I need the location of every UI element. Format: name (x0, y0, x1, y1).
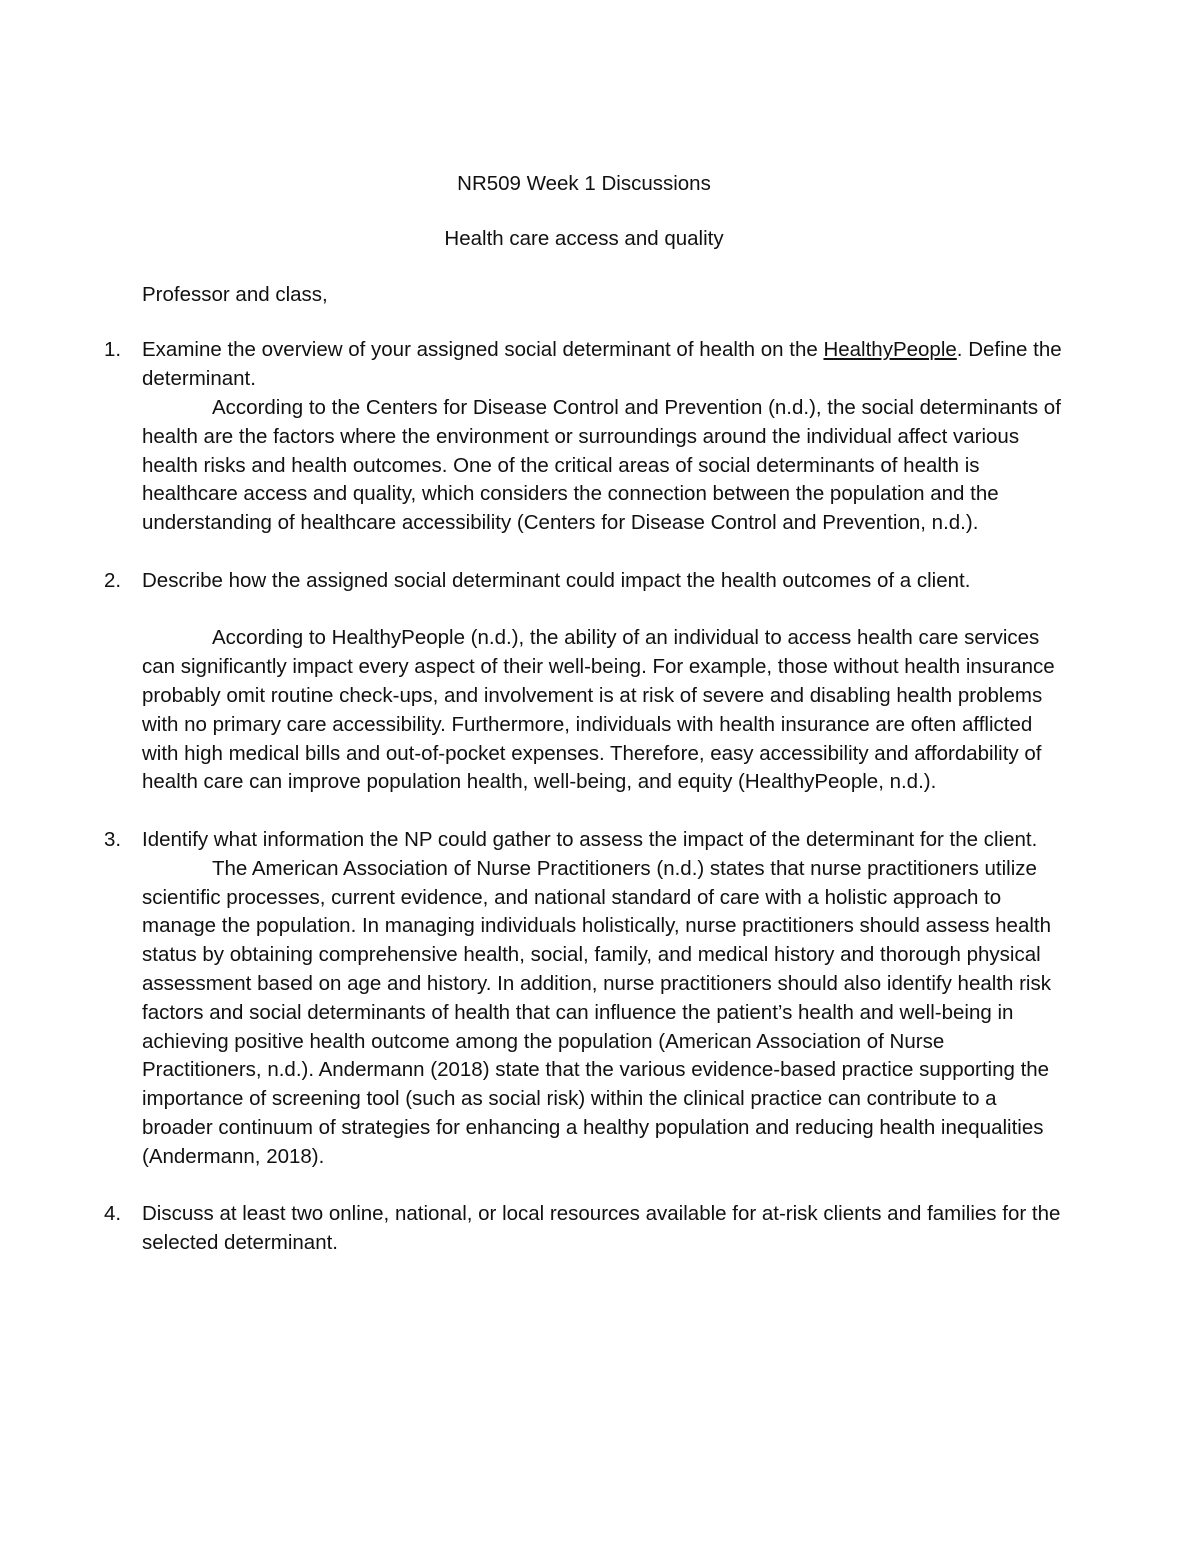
question-prompt: Discuss at least two online, national, or local resources available for at-risk clients and families for the selected determinant. (142, 1202, 1061, 1255)
question-prompt: Identify what information the NP could gather to assess the impact of the determinant for the client. (142, 827, 1038, 851)
question-1 (104, 336, 1064, 538)
question-body (142, 567, 1064, 797)
question-2 (104, 567, 1064, 797)
question-4 (104, 1200, 1064, 1258)
question-number: 4. (104, 1202, 122, 1226)
prompt-text: . Define the determinant. (142, 338, 1062, 391)
question-number: 2. (104, 568, 122, 592)
question-body (142, 1200, 1064, 1258)
question-body (142, 826, 1064, 1172)
document-title: NR509 Week 1 Discussions (457, 172, 711, 195)
answer-paragraph: The American Association of Nurse Practitioners (n.d.) states that nurse practitioners utilize scientific processes, current evidence, and national standard of care with a holistic approach to manage the population. In managing individuals holistically, nurse practitioners should assess health status by obtaining comprehensive health, social, family, and medical history and thorough physical assessment based on age and history. In addition, nurse practitioners should also identify health risk factors and social determinants of health that can influence the patient’s health and well-being in achieving positive health outcome among the population (American Association of Nurse Practitioners, n.d.). Andermann (2018) state that the various evidence-based practice supporting the importance of screening tool (such as social risk) within the clinical practice can contribute to a broader continuum of strategies for enhancing a healthy population and reducing health inequalities (Andermann, 2018). (142, 856, 1051, 1168)
salutation: Professor and class, (142, 282, 328, 306)
prompt-text: Examine the overview of your assigned social determinant of health on the (142, 338, 824, 362)
question-3 (104, 826, 1064, 1172)
answer-paragraph: According to HealthyPeople (n.d.), the ability of an individual to access health care services can significantly impact every aspect of their well-being. For example, those without health insurance probably omit routine check-ups, and involvement is at risk of severe and disabling health problems with no primary care accessibility. Furthermore, individuals with health insurance are often afflicted with high medical bills and out-of-pocket expenses. Therefore, easy accessibility and affordability of health care can improve population health, well-being, and equity (HealthyPeople, n.d.). (142, 626, 1055, 794)
question-number: 3. (104, 827, 122, 851)
question-number: 1. (104, 338, 122, 362)
document-subtitle: Health care access and quality (444, 226, 724, 250)
question-body (142, 336, 1064, 538)
question-prompt (142, 336, 1064, 394)
document-body (104, 170, 1064, 1258)
answer-paragraph: According to the Centers for Disease Control and Prevention (n.d.), the social determinants of health are the factors where the environment or surroundings around the individual affect various health risks and health outcomes. One of the critical areas of social determinants of health is healthcare access and quality, which considers the connection between the population and the understanding of healthcare accessibility (Centers for Disease Control and Prevention, n.d.). (142, 395, 1061, 535)
question-prompt: Describe how the assigned social determinant could impact the health outcomes of a client. (142, 568, 971, 592)
healthypeople-link[interactable]: HealthyPeople (823, 338, 957, 362)
